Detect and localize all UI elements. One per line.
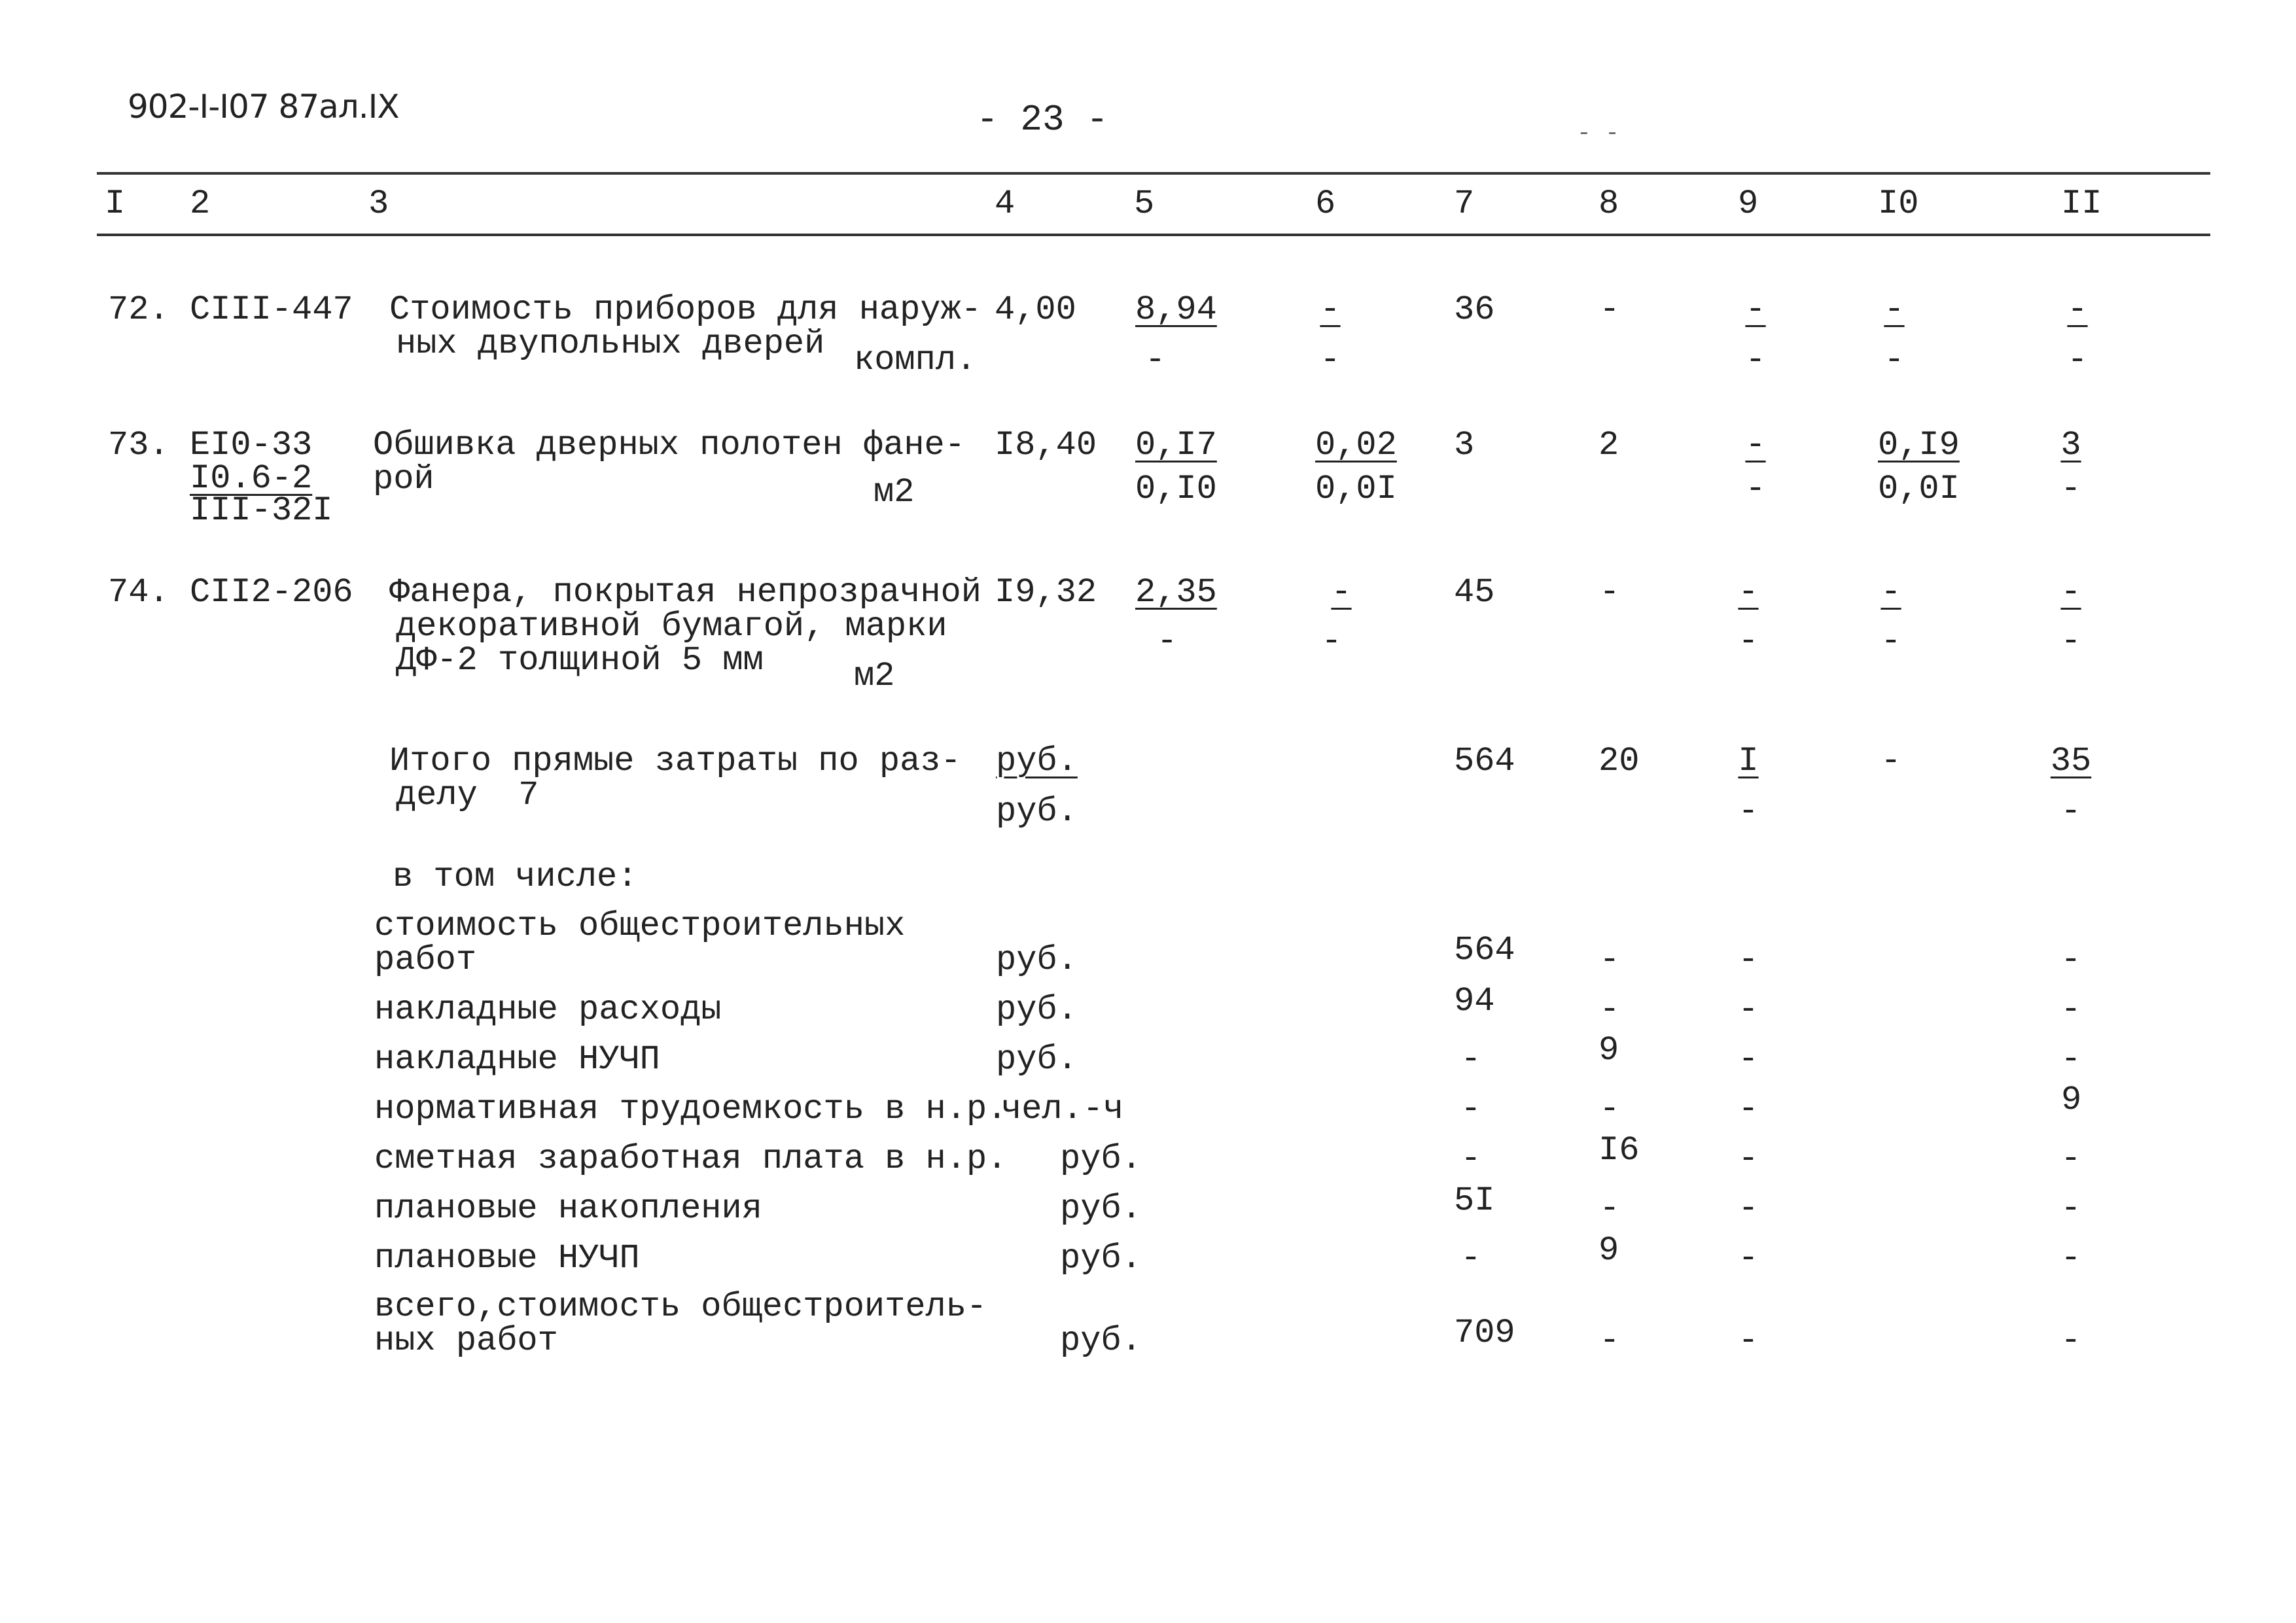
total-description: делу 7	[396, 776, 539, 814]
breakdown-unit: руб.	[1060, 1189, 1142, 1228]
breakdown-col11: -	[2060, 1321, 2081, 1360]
breakdown-col8: I6	[1598, 1131, 1640, 1170]
row-col6-bottom: -	[1320, 341, 1341, 379]
total-description: Итого прямые затраты по раз-	[389, 742, 961, 780]
breakdown-label: плановые НУЧП	[374, 1239, 640, 1278]
row-col9-bottom: -	[1738, 622, 1759, 661]
row-col4: I8,40	[995, 426, 1097, 464]
breakdown-label: сметная заработная плата в н.р.	[374, 1140, 1008, 1178]
row-col5-top: 2,35	[1135, 573, 1217, 612]
row-col7: 45	[1454, 573, 1495, 612]
breakdown-col8: 9	[1598, 1231, 1619, 1270]
row-col8: 2	[1598, 426, 1619, 464]
total-col10: -	[1881, 742, 1901, 780]
row-col9-top: -	[1738, 573, 1759, 612]
row-col9-top: -	[1745, 290, 1766, 329]
row-col4: I9,32	[995, 573, 1097, 612]
row-col11-top: 3	[2060, 426, 2081, 464]
breakdown-col8: -	[1599, 941, 1620, 979]
breakdown-col11: -	[2060, 1189, 2081, 1228]
corner-mark: - -	[1577, 120, 1619, 147]
column-header: 9	[1738, 184, 1759, 223]
breakdown-unit: руб.	[1060, 1140, 1142, 1178]
row-col11-bottom: -	[2060, 622, 2081, 661]
row-col6-top: 0,02	[1315, 426, 1397, 464]
row-col9-top: -	[1745, 426, 1766, 464]
column-header: I0	[1878, 184, 1919, 223]
row-col5-bottom: 0,I0	[1135, 470, 1217, 508]
breakdown-label: работ	[374, 941, 477, 979]
breakdown-col9: -	[1738, 1189, 1759, 1228]
row-description: декоративной бумагой, марки	[396, 607, 947, 646]
page-number: - 23 -	[976, 99, 1108, 141]
column-header: 3	[368, 184, 389, 223]
total-unit-bottom: руб.	[996, 792, 1078, 831]
row-description: ных двупольных дверей	[396, 324, 825, 363]
row-number: 73.	[108, 426, 169, 464]
total-unit-top: руб.	[996, 742, 1078, 780]
row-col4: 4,00	[995, 290, 1076, 329]
breakdown-col9: -	[1738, 1090, 1759, 1128]
row-col10-top: 0,I9	[1878, 426, 1960, 464]
row-col10-top: -	[1881, 573, 1901, 612]
row-description: Фанера, покрытая непрозрачной	[389, 573, 981, 612]
breakdown-col7: -	[1460, 1140, 1481, 1178]
breakdown-unit: руб.	[996, 990, 1078, 1029]
breakdown-label: стоимость общестроительных	[374, 907, 906, 945]
row-code: СIII-447	[190, 290, 353, 329]
row-description: ДФ-2 толщиной 5 мм	[396, 641, 764, 680]
row-col10-bottom: 0,0I	[1878, 470, 1960, 508]
row-col5-top: 0,I7	[1135, 426, 1217, 464]
breakdown-unit: руб.	[1060, 1321, 1142, 1360]
row-description: рой	[373, 460, 434, 498]
row-col8: -	[1599, 290, 1620, 329]
breakdown-col8: -	[1599, 1321, 1620, 1360]
row-unit: м2	[854, 657, 895, 695]
header-top-rule	[97, 172, 2210, 175]
breakdown-label: всего,стоимость общестроитель-	[374, 1287, 987, 1326]
row-code: III-32I	[190, 491, 333, 530]
row-unit: компл.	[854, 341, 977, 379]
row-col8: -	[1599, 573, 1620, 612]
breakdown-col8: -	[1599, 1189, 1620, 1228]
breakdown-col11: -	[2060, 990, 2081, 1029]
breakdown-label: плановые накопления	[374, 1189, 762, 1228]
row-col10-top: -	[1884, 290, 1905, 329]
row-description: Стоимость приборов для наруж-	[389, 290, 981, 329]
total-col11-top: 35	[2050, 742, 2092, 780]
breakdown-label: ных работ	[374, 1321, 558, 1360]
total-col9-bottom: -	[1738, 792, 1759, 831]
row-col11-top: -	[2060, 573, 2081, 612]
row-number: 74.	[108, 573, 169, 612]
breakdown-col9: -	[1738, 990, 1759, 1029]
breakdown-col7: -	[1460, 1040, 1481, 1079]
breakdown-label: накладные НУЧП	[374, 1040, 660, 1079]
breakdown-col11: -	[2060, 1140, 2081, 1178]
breakdown-col8: -	[1599, 1090, 1620, 1128]
breakdown-col9: -	[1738, 941, 1759, 979]
row-col7: 36	[1454, 290, 1495, 329]
total-col11-bottom: -	[2060, 792, 2081, 831]
row-col6-top: -	[1320, 290, 1341, 329]
column-header: II	[2061, 184, 2102, 223]
total-col7: 564	[1454, 742, 1515, 780]
breakdown-col8: -	[1599, 990, 1620, 1029]
breakdown-col11: 9	[2061, 1081, 2082, 1119]
breakdown-unit: чел.-ч	[1001, 1090, 1124, 1128]
breakdown-col7: 709	[1454, 1314, 1515, 1352]
breakdown-col7: 564	[1454, 931, 1515, 969]
row-unit: м2	[874, 473, 915, 512]
breakdown-unit: руб.	[996, 941, 1078, 979]
breakdown-label: нормативная трудоемкость в н.р.	[374, 1090, 1008, 1128]
row-col5-top: 8,94	[1135, 290, 1217, 329]
row-col5-bottom: -	[1145, 341, 1166, 379]
column-header: 6	[1315, 184, 1336, 223]
column-header: 4	[995, 184, 1016, 223]
breakdown-col9: -	[1738, 1321, 1759, 1360]
column-header: 8	[1598, 184, 1619, 223]
total-col8: 20	[1598, 742, 1640, 780]
breakdown-col11: -	[2060, 941, 2081, 979]
column-header: 7	[1454, 184, 1475, 223]
breakdown-col7: -	[1460, 1239, 1481, 1278]
breakdown-col7: 5I	[1454, 1181, 1495, 1220]
breakdown-col9: -	[1738, 1040, 1759, 1079]
breakdown-col11: -	[2060, 1239, 2081, 1278]
header-bottom-rule	[97, 234, 2210, 236]
total-col9-top: I	[1738, 742, 1759, 780]
row-col5-bottom: -	[1157, 622, 1178, 661]
row-code: ЕI0-33	[190, 426, 313, 464]
breakdown-col7: -	[1460, 1090, 1481, 1128]
row-code: I0.6-2	[190, 459, 313, 498]
document-code: 902-I-I07 87ал.IX	[128, 88, 399, 126]
breakdown-col11: -	[2060, 1040, 2081, 1079]
breakdown-unit: руб.	[996, 1040, 1078, 1079]
row-col10-bottom: -	[1881, 622, 1901, 661]
row-col6-bottom: 0,0I	[1315, 470, 1397, 508]
column-header: I	[105, 184, 126, 223]
row-col9-bottom: -	[1745, 341, 1766, 379]
column-header: 5	[1134, 184, 1155, 223]
breakdown-col7: 94	[1454, 982, 1495, 1021]
row-number: 72.	[108, 290, 169, 329]
breakdown-col8: 9	[1598, 1031, 1619, 1070]
breakdown-col9: -	[1738, 1140, 1759, 1178]
row-col9-bottom: -	[1745, 470, 1766, 508]
row-code: СII2-206	[190, 573, 353, 612]
row-col10-bottom: -	[1884, 341, 1905, 379]
breakdown-col9: -	[1738, 1239, 1759, 1278]
row-col11-bottom: -	[2067, 341, 2088, 379]
row-col6-bottom: -	[1321, 622, 1342, 661]
column-header: 2	[190, 184, 211, 223]
breakdown-unit: руб.	[1060, 1239, 1142, 1278]
including-label: в том числе:	[393, 858, 638, 896]
breakdown-label: накладные расходы	[374, 990, 722, 1029]
row-col6-top: -	[1331, 573, 1352, 612]
row-col7: 3	[1454, 426, 1475, 464]
row-col11-bottom: -	[2060, 470, 2081, 508]
row-description: Обшивка дверных полотен фане-	[373, 426, 965, 464]
row-col11-top: -	[2067, 290, 2088, 329]
